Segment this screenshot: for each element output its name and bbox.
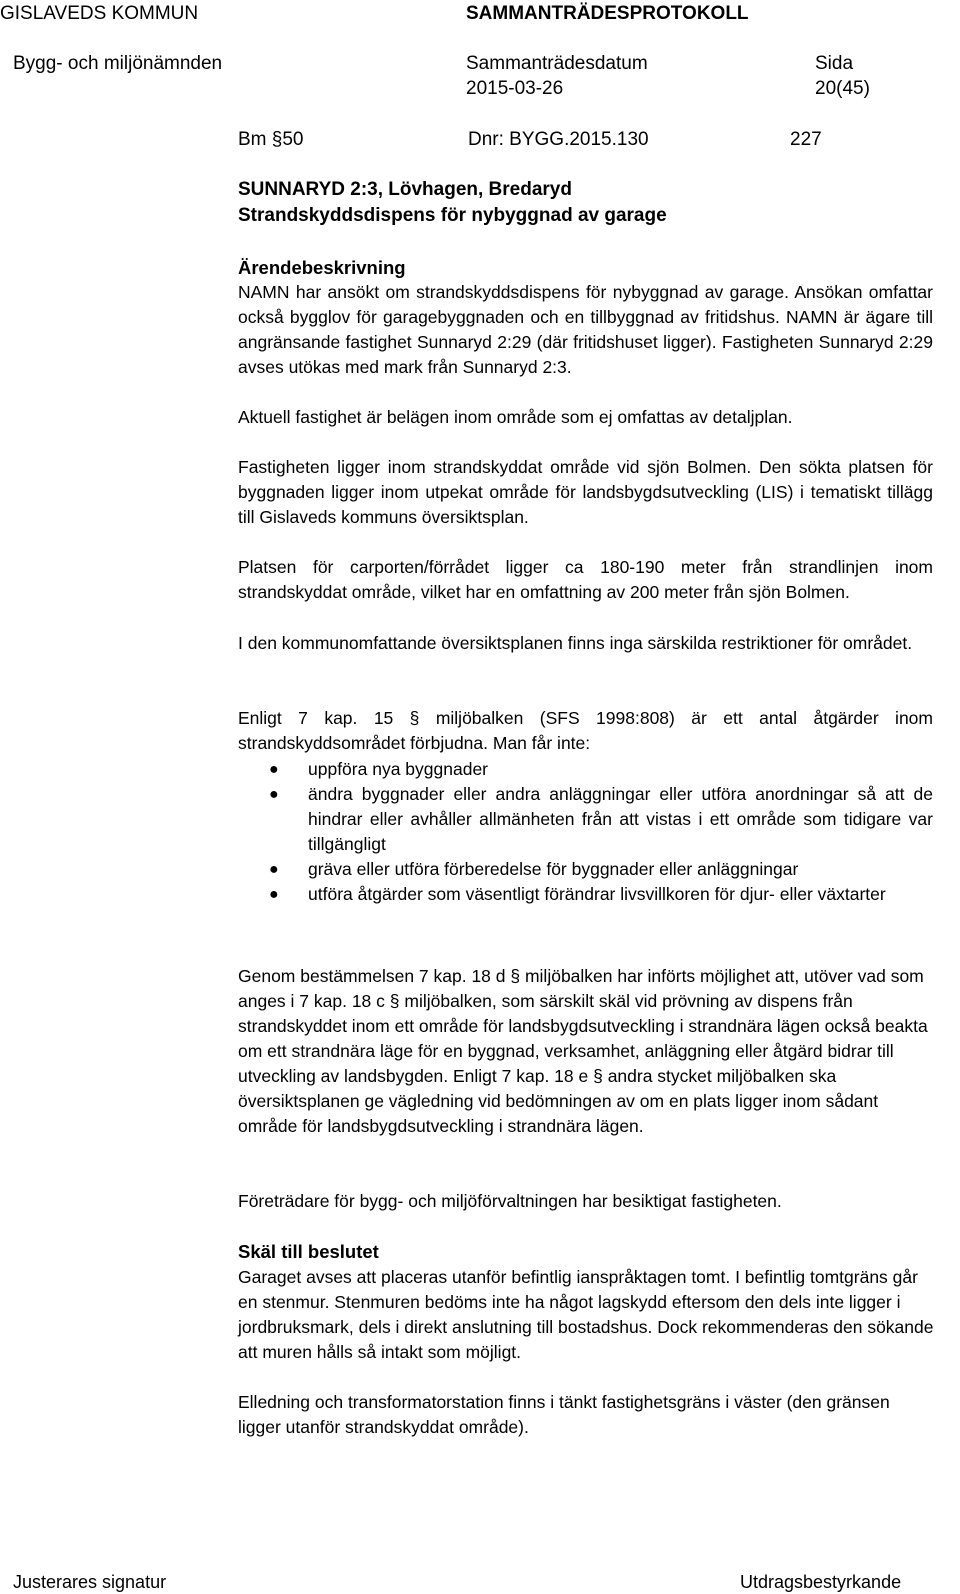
- committee-name: Bygg- och miljönämnden: [13, 53, 223, 74]
- bullet-icon: ●: [269, 761, 279, 778]
- section-heading-skal: Skäl till beslutet: [238, 1241, 379, 1262]
- page-header: [0, 0, 960, 112]
- case-title-line2: Strandskyddsdispens för nybyggnad av garage: [238, 205, 667, 226]
- bullet-icon: ●: [269, 786, 279, 803]
- doc-type: SAMMANTRÄDESPROTOKOLL: [466, 3, 749, 24]
- footer-signature-label: Justerares signatur: [13, 1572, 167, 1592]
- meeting-date: 2015-03-26: [466, 78, 564, 99]
- paragraph-lis: Genom bestämmelsen 7 kap. 18 d § miljöbalken har införts möjlighet att, utöver vad som anges i 7 kap. 18 c § miljöbalken, som särskilt skäl vid prövning av dispens från strandskyddet inom ett område för landsbygdsutveckling i strandnära lägen också beakta om ett strandnära läge för en byggnad, verksamhet, anläggning eller åtgärd bidrar till utveckling av landsbygden. Enligt 7 kap. 18 e § andra stycket miljöbalken ska översiktsplanen ge vägledning vid bedömningen av om en plats ligger inom sådant område för landsbygdsutveckling i strandnära lägen.: [238, 966, 928, 1136]
- org-name: GISLAVEDS KOMMUN: [0, 3, 199, 24]
- paragraph-oversiktsplan: I den kommunomfattande översiktsplanen finns inga särskilda restriktioner för området.: [238, 633, 913, 653]
- paragraph-miljobalken: Enligt 7 kap. 15 § miljöbalken (SFS 1998:808) är ett antal åtgärder inom strandskyddsområdet förbjudna. Man får inte:: [238, 708, 933, 753]
- list-item: ● gräva eller utföra förberedelse för byggnader eller anläggningar: [238, 857, 933, 882]
- list-item: ● utföra åtgärder som väsentligt förändrar livsvillkoren för djur- eller växtarter: [238, 882, 933, 907]
- list-item: ● uppföra nya byggnader: [238, 757, 933, 782]
- paragraph-distance: Platsen för carporten/förrådet ligger ca 180-190 meter från strandlinjen inom strandskyddat område, vilket har en omfattning av 200 meter från sjön Bolmen.: [238, 557, 933, 602]
- footer-extract-label: Utdragsbestyrkande: [740, 1572, 902, 1592]
- page-number: 20(45): [815, 78, 870, 99]
- paragraph-besiktning: Företrädare för bygg- och miljöförvaltningen har besiktigat fastigheten.: [238, 1191, 782, 1211]
- case-number: 227: [790, 129, 822, 150]
- case-title-line1: SUNNARYD 2:3, Lövhagen, Bredaryd: [238, 179, 572, 200]
- bullet-icon: ●: [269, 886, 279, 903]
- paragraph-strandskydd: Fastigheten ligger inom strandskyddat område vid sjön Bolmen. Den sökta platsen för byggnaden ligger inom utpekat område för landsbygdsutveckling (LIS) i tematiskt tillägg till Gislaveds kommuns översiktsplan.: [238, 457, 933, 527]
- page-label: Sida: [815, 53, 854, 74]
- list-item: ● ändra byggnader eller andra anläggningar eller utföra anordningar så att de hindrar eller avhåller allmänheten från att vistas i ett område som tidigare var tillgängligt: [269, 784, 933, 854]
- case-dnr: Dnr: BYGG.2015.130: [468, 129, 649, 150]
- case-title: [238, 177, 667, 229]
- bullet-icon: ●: [269, 861, 279, 878]
- paragraph-stenmur: Garaget avses att placeras utanför befintlig ianspråktagen tomt. I befintlig tomtgräns går en stenmur. Stenmuren bedöms inte ha något lagskydd eftersom den dels inte ligger i jordbruksmark, dels i direkt anslutning till bostadshus. Dock rekommenderas den sökande att muren hålls så intakt som möjligt.: [238, 1267, 934, 1362]
- prohibited-actions-list: [238, 757, 933, 907]
- paragraph-number: Bm §50: [238, 129, 304, 150]
- paragraph-detaljplan: Aktuell fastighet är belägen inom område som ej omfattas av detaljplan.: [238, 407, 793, 427]
- paragraph-elledning: Elledning och transformatorstation finns i tänkt fastighetsgräns i väster (den gränsen ligger utanför strandskyddat område).: [238, 1392, 890, 1437]
- date-label: Sammanträdesdatum: [466, 53, 648, 74]
- paragraph-application: NAMN har ansökt om strandskyddsdispens för nybyggnad av garage. Ansökan omfattar också bygglov för garagebyggnaden och en tillbyggnad av fritidshus. NAMN är ägare till angränsande fastighet Sunnaryd 2:29 (där fritidshuset ligger). Fastigheten Sunnaryd 2:29 avses utökas med mark från Sunnaryd 2:3.: [238, 282, 933, 377]
- section-heading-arendebeskrivning: Ärendebeskrivning: [238, 257, 406, 278]
